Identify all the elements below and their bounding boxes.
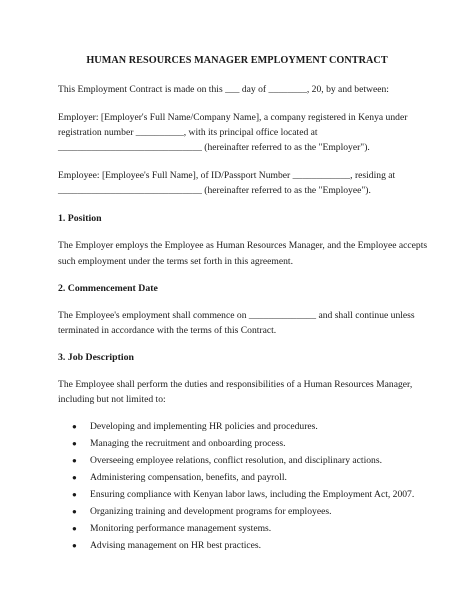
section-heading-job-description: 3. Job Description [58,352,134,363]
list-item-text: Advising management on HR best practices. [90,540,262,551]
list-item-text: Overseeing employee relations, conflict resolution, and disciplinary actions. [90,455,382,466]
list-item [72,455,382,466]
section-heading-commencement: 2. Commencement Date [58,283,158,294]
bullet-icon: ● [72,507,77,516]
position-line-1: The Employer employs the Employee as Human Resources Manager, and the Employee accepts [58,240,428,251]
employee-line-1: Employee: [Employee's Full Name], of ID/Passport Number ____________, residing at [58,170,396,181]
employer-line-2: registration number __________, with its principal office located at [58,127,318,138]
list-item [72,523,271,534]
list-item-text: Managing the recruitment and onboarding process. [90,438,286,449]
employee-line-2: ______________________________ (hereinafter referred to as the "Employee"). [58,185,371,196]
list-item-text: Developing and implementing HR policies and procedures. [90,421,318,432]
employer-line-3: ______________________________ (hereinafter referred to as the "Employer"). [58,142,370,153]
commencement-line-2: terminated in accordance with the terms of this Contract. [58,325,277,336]
list-item-text: Administering compensation, benefits, and payroll. [90,472,287,483]
list-item [72,489,414,500]
list-item [72,540,261,551]
list-item-text: Organizing training and development programs for employees. [90,506,332,517]
list-item [72,506,331,517]
employer-line-1: Employer: [Employer's Full Name/Company Name], a company registered in Kenya under [58,112,408,123]
intro-line: This Employment Contract is made on this ___ day of ________, 20, by and between: [58,84,389,95]
bullet-icon: ● [72,456,77,465]
section-heading-position: 1. Position [58,213,102,224]
list-item-text: Monitoring performance management systems. [90,523,272,534]
job-description-line-1: The Employee shall perform the duties and responsibilities of a Human Resources Manager, [58,379,413,390]
list-item [72,472,287,483]
bullet-icon: ● [72,439,77,448]
bullet-icon: ● [72,524,77,533]
bullet-icon: ● [72,473,77,482]
job-description-line-2: including but not limited to: [58,394,166,405]
position-line-2: such employment under the terms set forth in this agreement. [58,256,293,267]
bullet-icon: ● [72,490,77,499]
bullet-icon: ● [72,422,77,431]
bullet-icon: ● [72,541,77,550]
document-title: HUMAN RESOURCES MANAGER EMPLOYMENT CONTRACT [86,55,388,66]
list-item [72,438,286,449]
commencement-line-1: The Employee's employment shall commence on ______________ and shall continue unless [58,310,415,321]
list-item-text: Ensuring compliance with Kenyan labor laws, including the Employment Act, 2007. [90,489,415,500]
list-item [72,421,318,432]
